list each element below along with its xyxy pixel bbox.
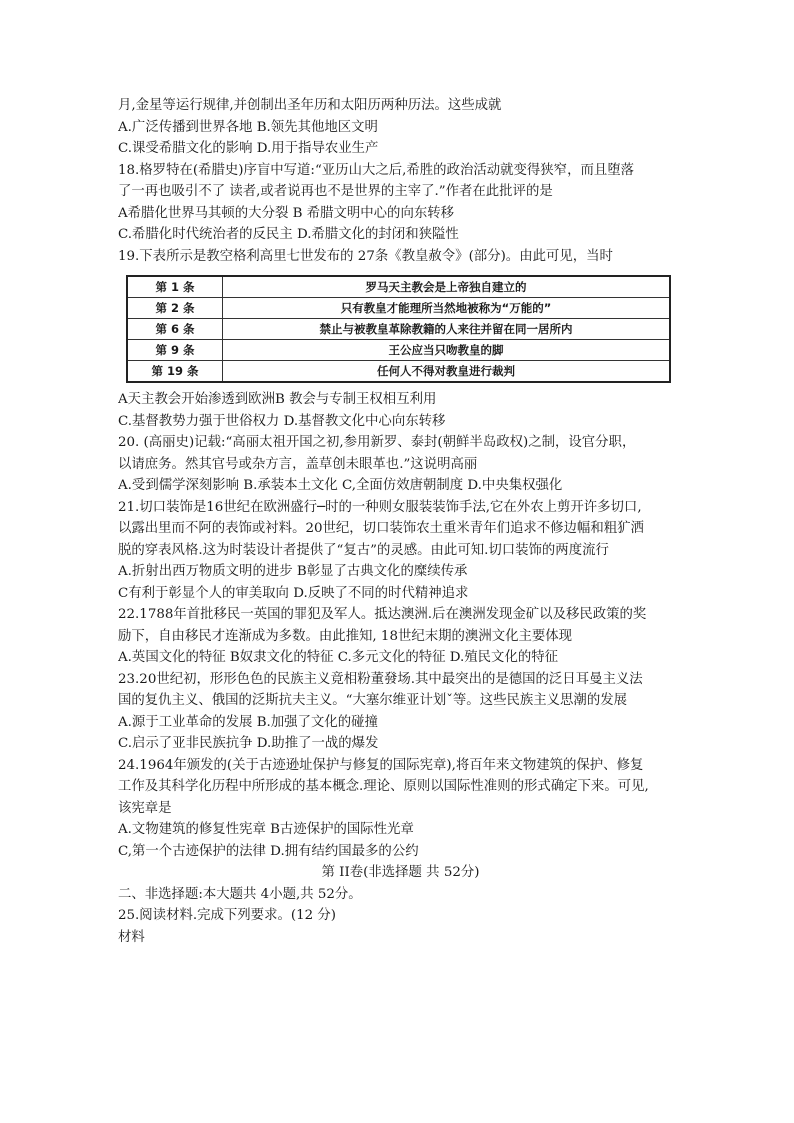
- text-line: A天主教会开始渗透到欧洲B 教会与专制王权相互利用: [118, 392, 437, 407]
- table-row: [127, 319, 670, 340]
- text-line: 月,金星等运行规律,并创制出圣年历和太阳历两种历法。这些成就: [118, 98, 502, 113]
- table-row: [127, 298, 670, 319]
- text-line: A.折射出西万物质文明的进步 B彰显了古典文化的糜续传承: [118, 564, 468, 579]
- text-line: A.受到儒学深刻影响 B.承装本土文化 C,全面仿效唐朝制度 D.中央集权强化: [118, 478, 563, 493]
- article-text-cell: 任何人不得对教皇进行裁判: [223, 361, 671, 383]
- question-22: 22.1788年首批移民一英国的罪犯及军人。抵达澳洲.后在澳洲发现金矿以及移民政策的奖: [118, 607, 647, 622]
- text-line: C.希腊化时代统治者的反民主 D.希腊文化的封闭和狭隘性: [118, 227, 459, 242]
- text-line: 该宪章是: [118, 800, 172, 816]
- article-cell: 第 9 条: [127, 340, 223, 361]
- section-title: 第 II卷(非选择题 共 52分): [321, 865, 480, 880]
- page-content: [118, 95, 683, 948]
- material-label: 材料: [118, 929, 145, 945]
- text-line: A.英国文化的特征 B奴隶文化的特征 C.多元文化的特征 D.殖民文化的特征: [118, 650, 559, 665]
- text-line: C.课受希腊文化的影响 D.用于指导农业生产: [118, 141, 379, 156]
- text-line: A.源于工业革命的发展 B.加强了文化的碰撞: [118, 714, 378, 730]
- table-row: [127, 361, 670, 383]
- edict-table-wrapper: [126, 275, 671, 383]
- question-24: 24.1964年颁发的(关于古迹逊址保护与修复的国际宪章),将百年来文物建筑的保护、修复: [118, 757, 644, 773]
- question-25: 25.阅读材料.完成下列要求。(12 分): [118, 908, 336, 923]
- question-19: 19.下表所示是教空格利高里七世发布的 27条《教皇赦令》(部分)。由此可见，当时: [118, 248, 613, 264]
- article-cell: 第 2 条: [127, 298, 223, 319]
- article-text-cell: 禁止与被教皇革除教籍的人来往并留在同一居所内: [223, 319, 671, 340]
- article-cell: 第 1 条: [127, 276, 223, 298]
- text-line: 二、非选择题:本大题共 4小题,共 52分。: [118, 886, 362, 902]
- question-21: 21.切口装饰是16世纪在欧洲盛行─时的一种则女服装装饰手法,它在外农上剪开许多切口,: [118, 499, 642, 515]
- question-20: 20. (高丽史)记载:“高丽太祖开国之初,参用新罗、泰封(朝鲜半岛政权)之制，设官分职，: [118, 435, 636, 450]
- text-line: 脱的穿表风格.这为时装设计者提供了“复古”的灵感。由此可知.切口装饰的两度流行: [118, 542, 609, 558]
- table-row: [127, 276, 670, 298]
- text-line: 国的复仇主义、俄国的泛斯抗夫主义。“大塞尔维亚计划ˇ等。这些民族主义思潮的发展: [118, 693, 627, 708]
- text-line: C有利于彰显个人的审美取向 D.反映了不同的时代精神追求: [118, 585, 469, 601]
- text-line: 以露出里而不阿的表饰或衬料。20世纪，切口装饰农土重米青年们追求不修边幅和粗犷洒: [118, 521, 644, 536]
- article-text-cell: 只有教皇才能理所当然地被称为“万能的”: [223, 298, 671, 319]
- article-text-cell: 王公应当只吻教皇的脚: [223, 340, 671, 361]
- text-line: A.广泛传播到世界各地 B.领先其他地区文明: [118, 119, 378, 135]
- article-text-cell: 罗马天主教会是上帝独自建立的: [223, 276, 671, 298]
- text-line: C.基督教势力强于世俗权力 D.基督教文化中心向东转移: [118, 413, 446, 429]
- question-23: 23.20世纪初，形形色色的民族主义竟相粉董發场.其中最突出的是德国的泛日耳曼主义法: [118, 671, 643, 687]
- text-line: C.启示了亚非民族抗争 D.助推了一战的爆发: [118, 736, 379, 751]
- text-line: A希腊化世界马其顿的大分裂 B 希腊文明中心的向东转移: [118, 205, 455, 221]
- article-cell: 第 6 条: [127, 319, 223, 340]
- edict-table: [126, 275, 671, 383]
- table-row: [127, 340, 670, 361]
- text-line: 工作及其科学化历程中所形成的基本概念.理论、原则以国际性准则的形式确定下来。可见,: [118, 779, 649, 794]
- text-line: C,第一个古迹保护的法律 D.拥有结约国最多的公约: [118, 843, 419, 859]
- text-line: A.文物建筑的修复性宪章 B古迹保护的国际性光章: [118, 822, 414, 837]
- text-line: 励下，自由移民才连渐成为多数。由此推知, 18世纪末期的澳洲文化主要体现: [118, 628, 573, 644]
- article-cell: 第 19 条: [127, 361, 223, 383]
- text-line: 了一再也吸引不了 读者,或者说再也不是世界的主宰了.”作者在此批评的是: [118, 184, 553, 199]
- question-18: 18.格罗特在(希腊史)序盲中写道:“亚历山大之后,希胜的政治活动就变得狭窄，而且堕落: [118, 162, 635, 178]
- text-line: 以请庶务。然其官号或杂方言，盖草创未眼革也.”这说明高丽: [118, 456, 478, 472]
